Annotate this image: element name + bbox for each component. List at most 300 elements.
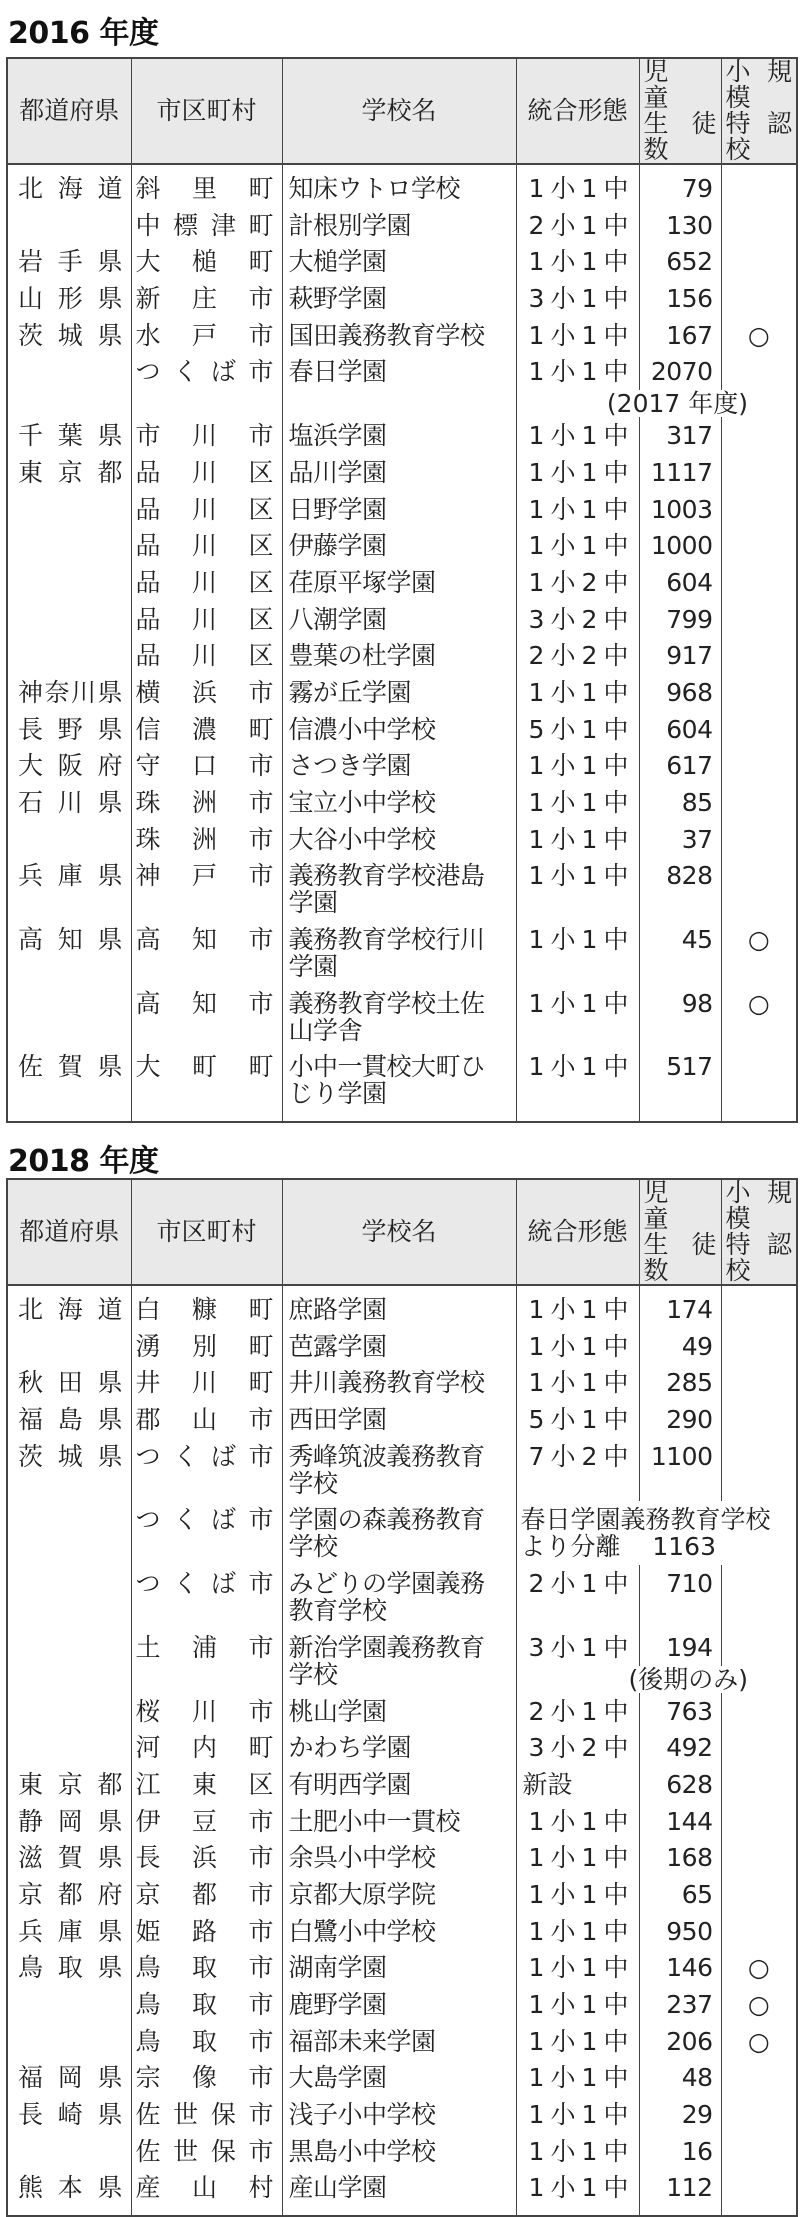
table-row — [7, 1803, 797, 1840]
header-merger-type: 統合形態 — [516, 58, 639, 164]
merger-type-cell: 1小1中 — [516, 164, 639, 207]
municipality-cell: 大町町 — [131, 1048, 282, 1122]
municipality-cell: 白糠町 — [131, 1285, 282, 1328]
municipality-cell: 信濃町 — [131, 711, 282, 748]
municipality-cell: 珠洲市 — [131, 821, 282, 858]
school-name-cell: 芭露学園 — [282, 1328, 516, 1365]
municipality-cell: 郡山市 — [131, 1401, 282, 1438]
student-count-cell: 285 — [639, 1364, 721, 1401]
municipality-cell: 大槌町 — [131, 243, 282, 280]
table-row — [7, 2059, 797, 2096]
table-row — [7, 317, 797, 354]
small-scale-circle-icon: ○ — [721, 985, 797, 1049]
municipality-cell: 宗像市 — [131, 2059, 282, 2096]
school-name-cell: 豊葉の杜学園 — [282, 637, 516, 674]
small-scale-cell — [721, 2096, 797, 2133]
table-row — [7, 353, 797, 390]
prefecture-cell — [7, 2023, 131, 2060]
school-name-cell: 湖南学園 — [282, 1949, 516, 1986]
school-name-cell: 大槌学園 — [282, 243, 516, 280]
merger-type-cell: 1小1中 — [516, 1949, 639, 1986]
student-count-cell: 48 — [639, 2059, 721, 2096]
student-count-cell: 85 — [639, 784, 721, 821]
table-row — [7, 1438, 797, 1502]
small-scale-cell — [721, 674, 797, 711]
school-name-cell: 塩浜学園 — [282, 417, 516, 454]
municipality-cell: 鳥取市 — [131, 1986, 282, 2023]
table-body — [7, 164, 797, 1122]
municipality-cell: 桜川市 — [131, 1693, 282, 1730]
small-scale-cell — [721, 164, 797, 207]
merger-type-cell: 1小1中 — [516, 747, 639, 784]
merger-type-cell: 2小2中 — [516, 637, 639, 674]
prefecture-cell: 石川県 — [7, 784, 131, 821]
table-row — [7, 1501, 797, 1565]
merger-type-cell: 1小1中 — [516, 2096, 639, 2133]
student-count-cell: 652 — [639, 243, 721, 280]
municipality-cell: 高知市 — [131, 985, 282, 1049]
table-row — [7, 857, 797, 921]
school-name-cell: 桃山学園 — [282, 1693, 516, 1730]
table-row — [7, 280, 797, 317]
municipality-cell: つくば市 — [131, 1501, 282, 1565]
school-name-cell: 春日学園 — [282, 353, 516, 417]
municipality-cell: 品川区 — [131, 491, 282, 528]
small-scale-circle-icon: ○ — [721, 921, 797, 985]
table-row — [7, 207, 797, 244]
school-name-cell: かわち学園 — [282, 1729, 516, 1766]
schools-table-2016 — [6, 57, 798, 1123]
school-name-cell: 浅子小中学校 — [282, 2096, 516, 2133]
prefecture-cell — [7, 527, 131, 564]
merger-type-cell: 1小1中 — [516, 1328, 639, 1365]
table-row — [7, 747, 797, 784]
merger-type-cell: 7小2中 — [516, 1438, 639, 1502]
school-name-cell: 産山学園 — [282, 2169, 516, 2216]
school-name-cell: 品川学園 — [282, 454, 516, 491]
table-row — [7, 601, 797, 638]
table-row — [7, 1401, 797, 1438]
merger-type-cell: 1小1中 — [516, 1048, 639, 1122]
student-count-cell: 237 — [639, 1986, 721, 2023]
table-row — [7, 784, 797, 821]
municipality-cell: 守口市 — [131, 747, 282, 784]
prefecture-cell: 北海道 — [7, 164, 131, 207]
table-row — [7, 2023, 797, 2060]
small-scale-cell — [721, 1803, 797, 1840]
header-small-line2: 特認校 — [725, 109, 792, 164]
merger-type-cell: 1小1中 — [516, 2133, 639, 2170]
school-name-cell: 秀峰筑波義務教育 学校 — [282, 1438, 516, 1502]
prefecture-cell — [7, 1565, 131, 1629]
school-name-cell: 黒島小中学校 — [282, 2133, 516, 2170]
municipality-cell: 水戸市 — [131, 317, 282, 354]
table-row — [7, 985, 797, 1049]
merger-type-cell: 1小1中 — [516, 243, 639, 280]
table-row — [7, 454, 797, 491]
student-count-cell: 65 — [639, 1876, 721, 1913]
table-row — [7, 1913, 797, 1950]
municipality-cell: 長浜市 — [131, 1839, 282, 1876]
school-name-cell: 白鷺小中学校 — [282, 1913, 516, 1950]
small-scale-cell — [721, 1766, 797, 1803]
merger-type-cell: 1小1中 — [516, 491, 639, 528]
merger-type-cell: 1小1中 — [516, 1876, 639, 1913]
prefecture-cell: 茨城県 — [7, 317, 131, 354]
table-body — [7, 1285, 797, 2216]
merged-note-cell — [516, 1501, 797, 1565]
table-row — [7, 491, 797, 528]
small-scale-cell — [721, 1629, 797, 1666]
municipality-cell: 鳥取市 — [131, 2023, 282, 2060]
student-count-cell: 628 — [639, 1766, 721, 1803]
prefecture-cell — [7, 1328, 131, 1365]
table-row — [7, 1839, 797, 1876]
table-row — [7, 1949, 797, 1986]
student-count-cell: 206 — [639, 2023, 721, 2060]
header-student-count-line1: 児 童 — [643, 1178, 694, 1233]
small-scale-cell — [721, 821, 797, 858]
student-count-cell: 2070 — [639, 353, 721, 390]
prefecture-cell — [7, 1729, 131, 1766]
school-name-cell: 義務教育学校港島 学園 — [282, 857, 516, 921]
small-scale-cell — [721, 491, 797, 528]
merger-type-cell: 2小1中 — [516, 207, 639, 244]
school-name-cell: 計根別学園 — [282, 207, 516, 244]
small-scale-cell — [721, 1729, 797, 1766]
prefecture-cell — [7, 985, 131, 1049]
table-row — [7, 2169, 797, 2216]
table-row — [7, 2096, 797, 2133]
header-row — [7, 58, 797, 164]
municipality-cell: 品川区 — [131, 527, 282, 564]
prefecture-cell — [7, 207, 131, 244]
table-row — [7, 711, 797, 748]
small-scale-cell — [721, 454, 797, 491]
school-name-cell: 学園の森義務教育 学校 — [282, 1501, 516, 1565]
header-student-count — [639, 58, 721, 164]
school-name-cell: 大谷小中学校 — [282, 821, 516, 858]
small-scale-cell — [721, 1401, 797, 1438]
student-count-cell: 174 — [639, 1285, 721, 1328]
prefecture-cell — [7, 637, 131, 674]
school-name-cell: 大島学園 — [282, 2059, 516, 2096]
merger-type-cell: 2小1中 — [516, 1693, 639, 1730]
student-count-cell: 492 — [639, 1729, 721, 1766]
header-prefecture: 都道府県 — [7, 1179, 131, 1285]
prefecture-cell: 神奈川県 — [7, 674, 131, 711]
school-name-cell: さつき学園 — [282, 747, 516, 784]
student-count-cell: 167 — [639, 317, 721, 354]
table-row — [7, 821, 797, 858]
merger-type-cell: 1小1中 — [516, 417, 639, 454]
prefecture-cell: 静岡県 — [7, 1803, 131, 1840]
prefecture-cell: 高知県 — [7, 921, 131, 985]
school-name-cell: 伊藤学園 — [282, 527, 516, 564]
small-scale-cell — [721, 1565, 797, 1629]
merger-type-cell: 1小1中 — [516, 921, 639, 985]
merger-type-cell: 1小1中 — [516, 2169, 639, 2216]
prefecture-cell: 山形県 — [7, 280, 131, 317]
prefecture-cell: 東京都 — [7, 1766, 131, 1803]
prefecture-cell — [7, 491, 131, 528]
merger-type-cell: 1小1中 — [516, 527, 639, 564]
header-row — [7, 1179, 797, 1285]
municipality-cell: 品川区 — [131, 454, 282, 491]
municipality-cell: 品川区 — [131, 601, 282, 638]
small-scale-cell — [721, 1438, 797, 1502]
table-row — [7, 1876, 797, 1913]
school-name-cell: 知床ウトロ学校 — [282, 164, 516, 207]
prefecture-cell — [7, 601, 131, 638]
merger-type-cell: 3小2中 — [516, 1729, 639, 1766]
school-name-cell: 土肥小中一貫校 — [282, 1803, 516, 1840]
small-scale-cell — [721, 1839, 797, 1876]
small-scale-cell — [721, 527, 797, 564]
prefecture-cell: 茨城県 — [7, 1438, 131, 1502]
prefecture-cell — [7, 1693, 131, 1730]
student-count-cell: 79 — [639, 164, 721, 207]
student-count-cell: 517 — [639, 1048, 721, 1122]
school-name-cell: 国田義務教育学校 — [282, 317, 516, 354]
small-scale-cell — [721, 784, 797, 821]
merger-type-cell: 1小1中 — [516, 1913, 639, 1950]
small-scale-cell — [721, 564, 797, 601]
school-name-cell: 義務教育学校行川 学園 — [282, 921, 516, 985]
school-name-cell: 鹿野学園 — [282, 1986, 516, 2023]
school-name-cell: 井川義務教育学校 — [282, 1364, 516, 1401]
student-count-cell: 1100 — [639, 1438, 721, 1502]
small-scale-cell — [721, 2169, 797, 2216]
prefecture-cell: 熊本県 — [7, 2169, 131, 2216]
school-name-cell: 荏原平塚学園 — [282, 564, 516, 601]
prefecture-cell: 長崎県 — [7, 2096, 131, 2133]
merger-type-cell: 1小1中 — [516, 1986, 639, 2023]
municipality-cell: 江東区 — [131, 1766, 282, 1803]
municipality-cell: 珠洲市 — [131, 784, 282, 821]
municipality-cell: 姫路市 — [131, 1913, 282, 1950]
school-name-cell: 新治学園義務教育 学校 — [282, 1629, 516, 1693]
student-count-cell: 290 — [639, 1401, 721, 1438]
prefecture-cell — [7, 1629, 131, 1693]
table-row — [7, 1364, 797, 1401]
prefecture-cell — [7, 821, 131, 858]
merger-type-cell: 1小1中 — [516, 1839, 639, 1876]
school-name-cell: 日野学園 — [282, 491, 516, 528]
table-row — [7, 1766, 797, 1803]
table-row — [7, 243, 797, 280]
merger-type-cell: 1小1中 — [516, 784, 639, 821]
merger-type-cell: 1小1中 — [516, 985, 639, 1049]
small-scale-cell — [721, 711, 797, 748]
municipality-cell: 産山村 — [131, 2169, 282, 2216]
small-scale-cell — [721, 243, 797, 280]
table-row — [7, 564, 797, 601]
student-count-cell: 604 — [639, 711, 721, 748]
municipality-cell: 湧別町 — [131, 1328, 282, 1365]
prefecture-cell: 岩手県 — [7, 243, 131, 280]
school-name-cell: 余呉小中学校 — [282, 1839, 516, 1876]
student-count: 1163 — [652, 1532, 716, 1562]
municipality-cell: 鳥取市 — [131, 1949, 282, 1986]
merger-type-cell: 1小1中 — [516, 1364, 639, 1401]
small-scale-cell — [721, 601, 797, 638]
merger-type-cell: 1小1中 — [516, 2059, 639, 2096]
section-title-2018: 2018 年度 — [8, 1144, 159, 1179]
student-count-cell: 763 — [639, 1693, 721, 1730]
header-student-count-line2: 生徒数 — [643, 1230, 717, 1285]
school-name-cell: 西田学園 — [282, 1401, 516, 1438]
school-name-cell: みどりの学園義務 教育学校 — [282, 1565, 516, 1629]
student-count-cell: 194 — [639, 1629, 721, 1666]
prefecture-cell: 鳥取県 — [7, 1949, 131, 1986]
small-scale-cell — [721, 353, 797, 390]
table-row — [7, 637, 797, 674]
school-name-cell: 小中一貫校大町ひ じり学園 — [282, 1048, 516, 1122]
table-header — [7, 58, 797, 164]
school-name-cell: 有明西学園 — [282, 1766, 516, 1803]
municipality-cell: 市川市 — [131, 417, 282, 454]
small-scale-cell — [721, 1285, 797, 1328]
school-name-cell: 義務教育学校土佐 山学舎 — [282, 985, 516, 1049]
small-scale-cell — [721, 637, 797, 674]
merger-type-cell: 3小1中 — [516, 1629, 639, 1666]
student-count-cell: 29 — [639, 2096, 721, 2133]
municipality-cell: 伊豆市 — [131, 1803, 282, 1840]
merger-type-cell: 5小1中 — [516, 1401, 639, 1438]
municipality-cell: 河内町 — [131, 1729, 282, 1766]
prefecture-cell: 福岡県 — [7, 2059, 131, 2096]
student-count-cell: 112 — [639, 2169, 721, 2216]
small-scale-cell — [721, 1693, 797, 1730]
prefecture-cell: 長野県 — [7, 711, 131, 748]
merger-type-cell: 2小1中 — [516, 1565, 639, 1629]
table-row — [7, 1328, 797, 1365]
student-count-cell: 16 — [639, 2133, 721, 2170]
student-count-cell: 146 — [639, 1949, 721, 1986]
table-row — [7, 2133, 797, 2170]
table-row — [7, 1693, 797, 1730]
merger-type-cell: 1小1中 — [516, 674, 639, 711]
prefecture-cell: 京都府 — [7, 1876, 131, 1913]
prefecture-cell: 滋賀県 — [7, 1839, 131, 1876]
merger-type-cell: 3小2中 — [516, 601, 639, 638]
prefecture-cell: 佐賀県 — [7, 1048, 131, 1122]
small-scale-cell — [721, 857, 797, 921]
municipality-cell: 土浦市 — [131, 1629, 282, 1693]
merged-note-text: より分離 — [520, 1532, 621, 1562]
student-count-cell: 144 — [639, 1803, 721, 1840]
student-count-cell: 49 — [639, 1328, 721, 1365]
student-count-cell: 604 — [639, 564, 721, 601]
small-scale-cell — [721, 2133, 797, 2170]
prefecture-cell: 大阪府 — [7, 747, 131, 784]
prefecture-cell — [7, 1986, 131, 2023]
student-count-cell: 799 — [639, 601, 721, 638]
school-name-cell: 萩野学園 — [282, 280, 516, 317]
prefecture-cell: 兵庫県 — [7, 857, 131, 921]
student-count-cell: 617 — [639, 747, 721, 784]
header-municipality: 市区町村 — [131, 1179, 282, 1285]
merged-note-line1: 春日学園義務教育学校 — [520, 1505, 771, 1535]
prefecture-cell: 福島県 — [7, 1401, 131, 1438]
merged-note-line2 — [521, 1533, 797, 1560]
municipality-cell: つくば市 — [131, 353, 282, 417]
merger-type-cell: 3小1中 — [516, 280, 639, 317]
table-row — [7, 1048, 797, 1122]
student-count-cell: 710 — [639, 1565, 721, 1629]
small-scale-cell — [721, 747, 797, 784]
header-small-scale-special — [721, 58, 797, 164]
header-municipality: 市区町村 — [131, 58, 282, 164]
school-name-cell: 庶路学園 — [282, 1285, 516, 1328]
header-prefecture: 都道府県 — [7, 58, 131, 164]
prefecture-cell — [7, 2133, 131, 2170]
header-student-count-line1: 児 童 — [643, 57, 694, 112]
merger-type-cell: 新設 — [516, 1766, 639, 1803]
municipality-cell: つくば市 — [131, 1438, 282, 1502]
student-count-cell: 828 — [639, 857, 721, 921]
municipality-cell: 品川区 — [131, 637, 282, 674]
prefecture-cell — [7, 353, 131, 417]
table-row — [7, 527, 797, 564]
municipality-cell: 佐世保市 — [131, 2133, 282, 2170]
prefecture-cell: 北海道 — [7, 1285, 131, 1328]
small-scale-cell — [721, 1913, 797, 1950]
merger-type-cell: 1小1中 — [516, 857, 639, 921]
small-scale-cell — [721, 1328, 797, 1365]
table-row — [7, 1629, 797, 1666]
merger-type-cell: 1小1中 — [516, 317, 639, 354]
merger-type-cell: 1小1中 — [516, 1285, 639, 1328]
table-row — [7, 417, 797, 454]
merger-type-cell: 1小1中 — [516, 454, 639, 491]
header-school-name: 学校名 — [282, 58, 516, 164]
student-count-cell: 1003 — [639, 491, 721, 528]
student-count-cell: 130 — [639, 207, 721, 244]
header-student-count-line2: 生徒数 — [643, 109, 717, 164]
municipality-cell: 井川町 — [131, 1364, 282, 1401]
municipality-cell: 新庄市 — [131, 280, 282, 317]
small-scale-cell — [721, 1876, 797, 1913]
header-small-scale-special — [721, 1179, 797, 1285]
merger-type-cell: 5小1中 — [516, 711, 639, 748]
prefecture-cell — [7, 564, 131, 601]
row-note: (後期のみ) — [516, 1666, 797, 1693]
table-row — [7, 1285, 797, 1328]
prefecture-cell: 兵庫県 — [7, 1913, 131, 1950]
municipality-cell: つくば市 — [131, 1565, 282, 1629]
header-small-line1: 小規模 — [725, 57, 792, 112]
student-count-cell: 950 — [639, 1913, 721, 1950]
header-merger-type: 統合形態 — [516, 1179, 639, 1285]
header-school-name: 学校名 — [282, 1179, 516, 1285]
small-scale-circle-icon: ○ — [721, 2023, 797, 2060]
student-count-cell: 156 — [639, 280, 721, 317]
header-student-count — [639, 1179, 721, 1285]
table-row — [7, 1565, 797, 1629]
prefecture-cell: 東京都 — [7, 454, 131, 491]
table-row — [7, 164, 797, 207]
municipality-cell: 横浜市 — [131, 674, 282, 711]
municipality-cell: 品川区 — [131, 564, 282, 601]
merger-type-cell: 1小1中 — [516, 353, 639, 390]
merger-type-cell: 1小2中 — [516, 564, 639, 601]
table-header — [7, 1179, 797, 1285]
small-scale-circle-icon: ○ — [721, 1986, 797, 2023]
school-name-cell: 八潮学園 — [282, 601, 516, 638]
student-count-cell: 317 — [639, 417, 721, 454]
